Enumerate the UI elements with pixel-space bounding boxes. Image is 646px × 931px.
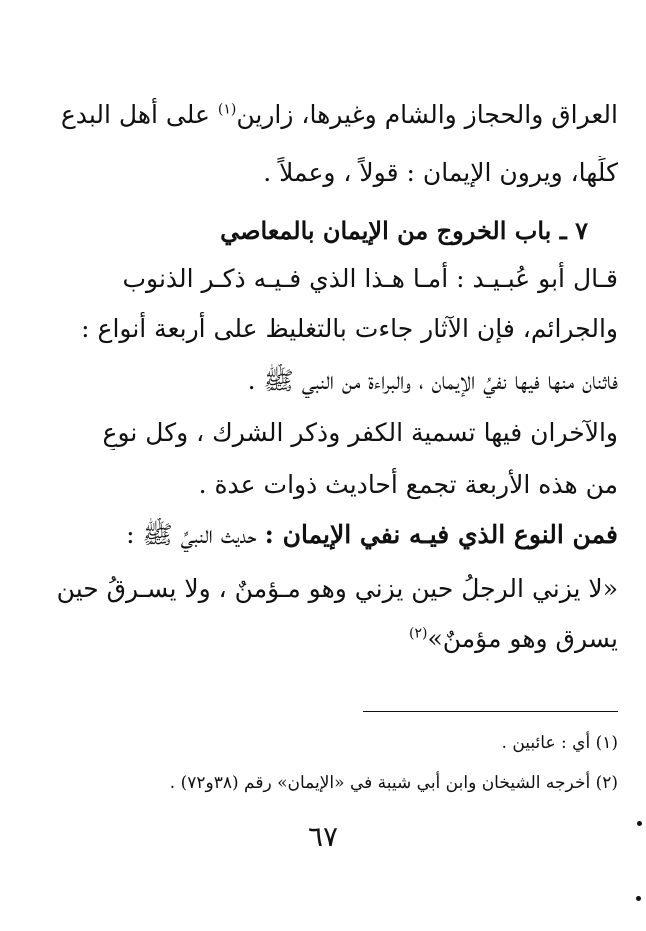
section-heading: ٧ ـ باب الخروج من الإيمان بالمعاصي <box>220 216 588 245</box>
scan-speck <box>637 821 642 826</box>
body-line-1 <box>28 98 618 132</box>
body-line-2: كلِّها، ويرون الإيمان : قولاً ، وعملاً . <box>263 158 618 187</box>
body-text: يسرق وهو مؤمنٌ» <box>427 624 618 653</box>
footnote-2: (٢) أخرجه الشيخان وابن أبي شيبة في «الإيمان» رقم (٣٨و٧٢) . <box>169 773 618 793</box>
body-line-4: قـال أبو عُبـيـد : أمـا هـذا الذي فـيـه ذكـر الذنوب <box>122 264 618 293</box>
body-line-7: والآخران فيها تسمية الكفر وذكر الشرك ، وكل نوعٍ <box>102 418 618 447</box>
body-text: على أهل البدع <box>60 100 210 129</box>
body-line-8: من هذه الأربعة تجمع أحاديث ذوات عدة . <box>198 470 618 499</box>
footnote-separator <box>363 711 618 712</box>
body-text: العراق والحجاز والشام وغيرها، زارين <box>236 100 618 129</box>
scan-speck <box>636 896 641 901</box>
body-line-10: «لا يزني الرجلُ حين يزني وهو مـؤمنٌ ، ولا يسـرقُ حين <box>56 574 618 603</box>
footnote-marker-1[interactable]: (١) <box>217 101 237 118</box>
body-line-9 <box>28 518 618 552</box>
page-number: ٦٧ <box>307 820 339 853</box>
footnote-marker-2[interactable]: (٢) <box>408 625 428 642</box>
footnote-1: (١) أي : عائبين . <box>501 733 618 753</box>
body-line-5: والجرائم، فإن الآثار جاءت بالتغليظ على أربعة أنواع : <box>81 314 618 343</box>
body-text: حديث النبيِّ ﷺ : <box>126 520 257 549</box>
bold-lead-text: فمن النوع الذي فيـه نفي الإيمان : <box>264 520 618 549</box>
body-line-6: فاثنان منها فيها نفيُ الإيمان ، والبراءة من النبي ﷺ . <box>247 366 618 395</box>
body-line-11 <box>28 622 618 656</box>
